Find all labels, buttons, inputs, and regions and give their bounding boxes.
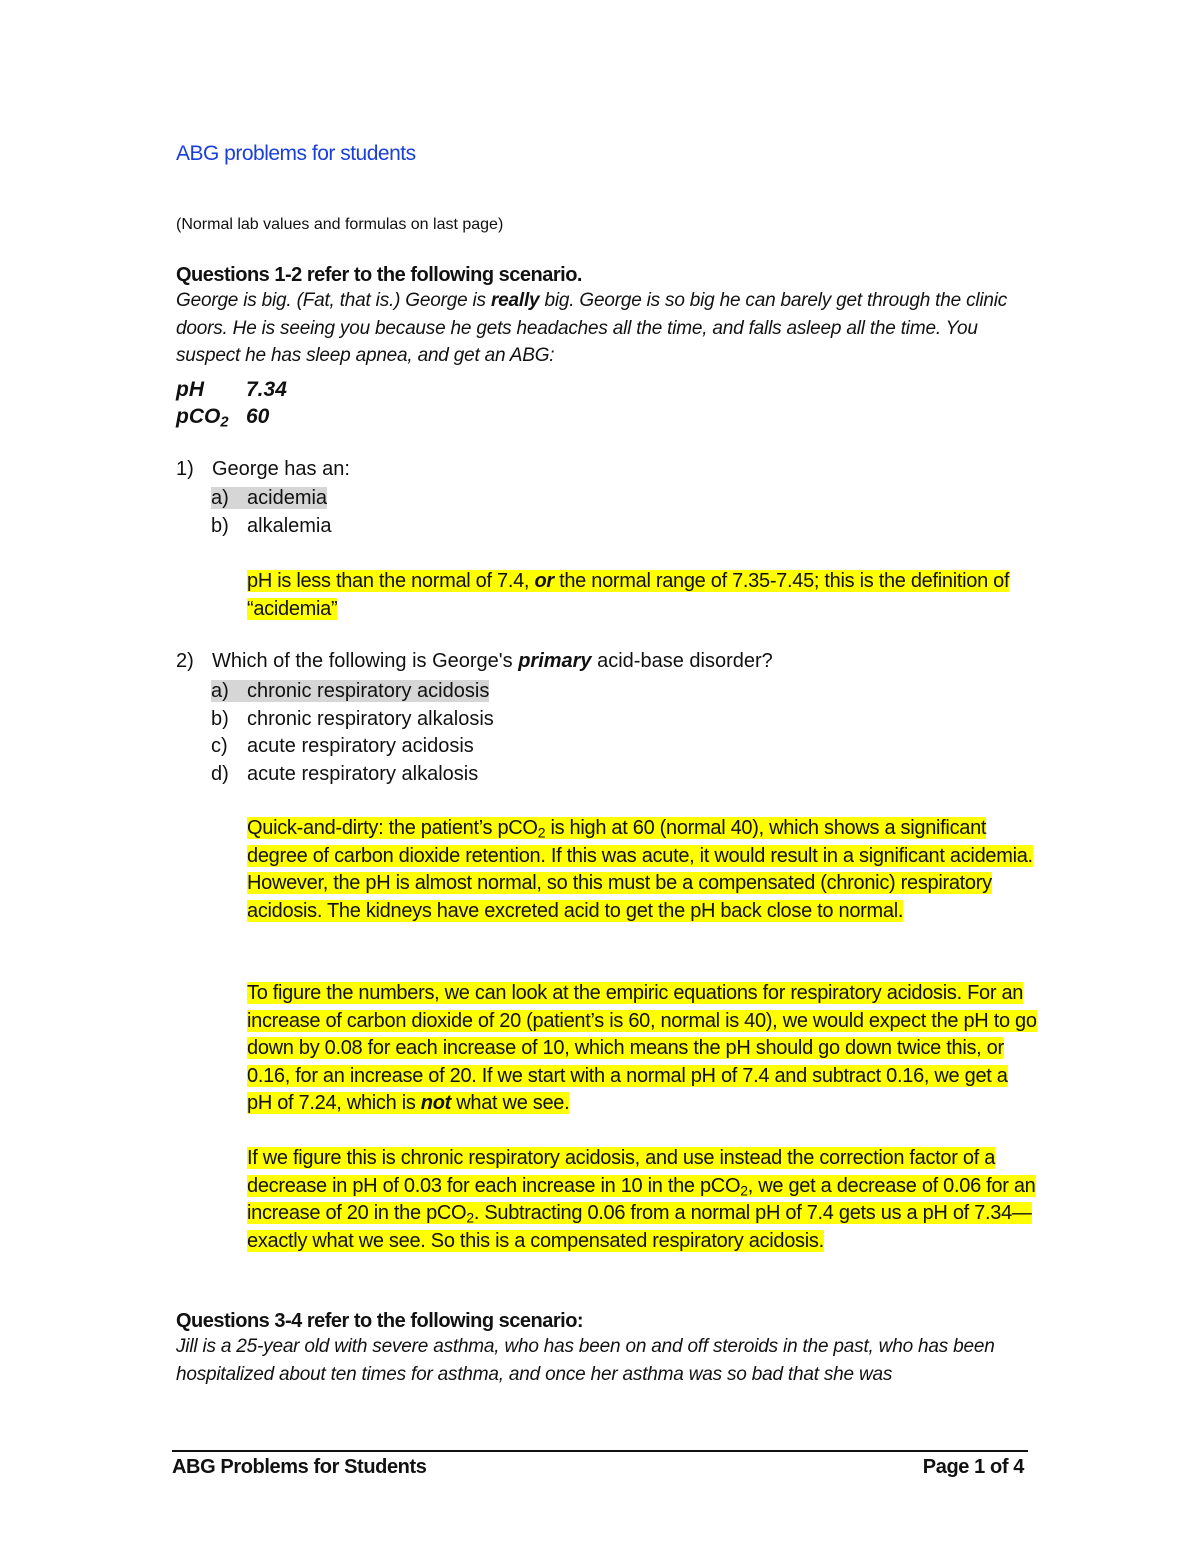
- lab-ph: pH 7.34: [176, 378, 287, 401]
- q1-option-a[interactable]: a) acidemia: [211, 487, 328, 509]
- q2-answer-explanation-1: Quick-and-dirty: the patient’s pCO$_2$ is high at 60 (normal 40), which shows a significant degree of carbon dioxide retention. If this was acute, it would result in a significant acidemia. However, the pH is almost normal, so this must be a compensated (chronic) respiratory acidosis. The kidneys have excreted acid to get the pH back close to normal.: [247, 817, 1033, 922]
- abg-results: [176, 376, 287, 430]
- document-title: ABG problems for students: [176, 142, 416, 165]
- page-number: Page 1 of 4: [922, 1456, 1024, 1478]
- lab-pco2: pCO$_2$ 60: [176, 405, 270, 431]
- lab-values-note: (Normal lab values and formulas on last page): [176, 216, 504, 233]
- scenario-2-heading: Questions 3-4 refer to the following scenario:: [176, 1310, 584, 1332]
- scenario-1: [176, 264, 1036, 370]
- q1-answer-explanation: pH is less than the normal of 7.4, or the normal range of 7.35-7.45; this is the definition of “acidemia”: [247, 570, 1010, 620]
- q2-option-a[interactable]: a) chronic respiratory acidosis: [211, 680, 490, 702]
- scenario-2-text: Jill is a 25-year old with severe asthma, who has been on and off steroids in the past, who has been hospitalized about ten times for asthma, and once her asthma was so bad that she was: [176, 1336, 995, 1385]
- q2-option-c[interactable]: c) acute respiratory acidosis: [211, 735, 474, 757]
- scenario-1-heading: Questions 1-2 refer to the following scenario.: [176, 264, 582, 286]
- footer-title: ABG Problems for Students: [172, 1456, 427, 1478]
- question-1: 1) George has an:: [176, 458, 350, 480]
- scenario-2: [176, 1310, 1036, 1388]
- q2-option-d[interactable]: d) acute respiratory alkalosis: [211, 762, 479, 785]
- q2-answer-explanation-2: To figure the numbers, we can look at the empiric equations for respiratory acidosis. For an increase of carbon dioxide of 20 (patient’s is 60, normal is 40), we would expect the pH to go down by 0.08 for each increase of 10, which means the pH should go down twice this, or 0.16, for an increase of 20. If we start with a normal pH of 7.4 and subtract 0.16, we get a pH of 7.24, which is not what we see.: [247, 982, 1037, 1114]
- question-2-options: [211, 678, 494, 788]
- scenario-1-text: George is big. (Fat, that is.) George is really big. George is so big he can barely get through the clinic doors. He is seeing you because he gets headaches all the time, and falls asleep all the time. You suspect he has sleep apnea, and get an ABG:: [176, 290, 1008, 366]
- q2-option-b[interactable]: b) chronic respiratory alkalosis: [211, 707, 494, 730]
- emphasis-really: really: [490, 290, 540, 311]
- q1-option-b[interactable]: b) alkalemia: [211, 514, 332, 537]
- question-2: 2) Which of the following is George's primary acid-base disorder?: [176, 650, 773, 672]
- page-footer: [172, 1450, 1028, 1479]
- q2-answer-explanation-3: If we figure this is chronic respiratory acidosis, and use instead the correction factor of a decrease in pH of 0.03 for each increase in 10 in the pCO$_2$, we get a decrease of 0.06 for an increase of 20 in the pCO$_2$. Subtracting 0.06 from a normal pH of 7.4 gets us a pH of 7.34—exactly what we see. So this is a compensated respiratory acidosis.: [247, 1147, 1036, 1252]
- question-1-options: [211, 485, 331, 540]
